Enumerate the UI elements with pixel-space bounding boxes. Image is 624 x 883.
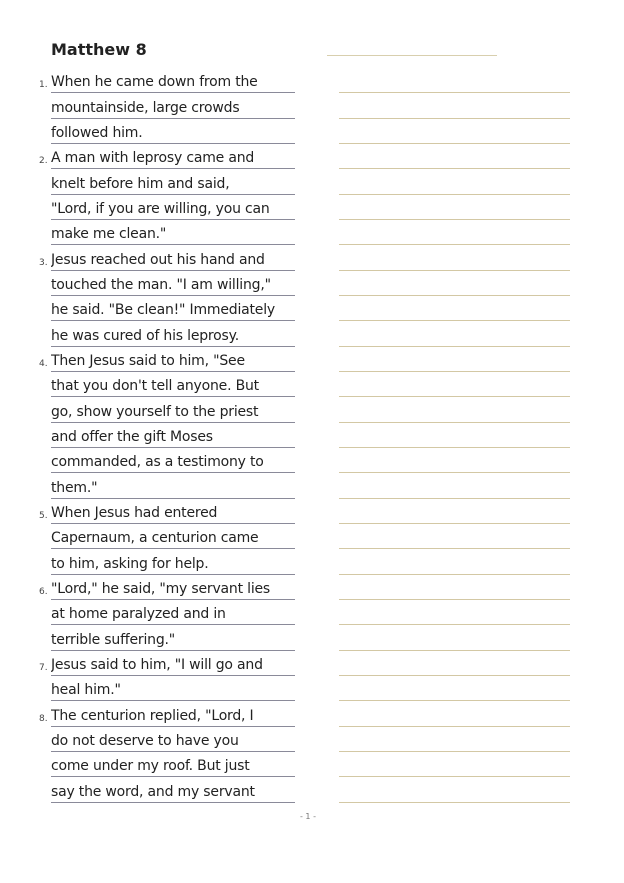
verse-line [0,625,624,650]
verse-line [0,676,624,701]
verse-text: come under my roof. But just [51,751,295,777]
verse-text: touched the man. "I am willing," [51,270,295,296]
verse-line [0,752,624,777]
verse-text: them." [51,473,295,499]
verse-line [0,347,624,372]
verse-text: When he came down from the [51,67,295,93]
verse-line [0,245,624,270]
verse-line [0,499,624,524]
verse-line [0,169,624,194]
verse-text: he was cured of his leprosy. [51,321,295,347]
verse-text: mountainside, large crowds [51,93,295,119]
verse-number: 4. [39,358,48,369]
verse-text: A man with leprosy came and [51,143,295,169]
verse-text: make me clean." [51,219,295,245]
verse-text: and offer the gift Moses [51,422,295,448]
verse-text: "Lord, if you are willing, you can [51,194,295,220]
verse-line [0,397,624,422]
verse-text: knelt before him and said, [51,169,295,195]
verse-line [0,68,624,93]
verse-line [0,651,624,676]
title-writing-line [327,55,497,56]
verse-line [0,220,624,245]
verse-line [0,727,624,752]
verse-text: Jesus reached out his hand and [51,245,295,271]
verse-line [0,524,624,549]
verse-line [0,144,624,169]
verse-line [0,321,624,346]
verse-number: 7. [39,662,48,673]
page-number: - 1 - [300,812,316,821]
verse-number: 5. [39,510,48,521]
verse-number: 1. [39,80,48,91]
verse-text: When Jesus had entered [51,498,295,524]
verse-text: that you don't tell anyone. But [51,371,295,397]
verse-line [0,473,624,498]
verse-number: 6. [39,586,48,597]
verse-line [0,119,624,144]
practice-writing-line[interactable] [339,802,570,803]
verse-number: 3. [39,257,48,268]
verse-text: do not deserve to have you [51,726,295,752]
verse-text: Jesus said to him, "I will go and [51,650,295,676]
verse-text: go, show yourself to the priest [51,397,295,423]
verse-text: Capernaum, a centurion came [51,523,295,549]
verse-text: say the word, and my servant [51,777,295,803]
verse-line [0,701,624,726]
verse-text: Then Jesus said to him, "See [51,346,295,372]
verse-line [0,423,624,448]
verse-text: commanded, as a testimony to [51,447,295,473]
verse-line [0,195,624,220]
verse-number: 8. [39,713,48,724]
verse-line [0,777,624,802]
verse-line [0,575,624,600]
verse-text: "Lord," he said, "my servant lies [51,574,295,600]
verse-number: 2. [39,156,48,167]
verse-line [0,448,624,473]
verse-text: followed him. [51,118,295,144]
verse-line [0,93,624,118]
verse-text: he said. "Be clean!" Immediately [51,295,295,321]
verse-text: to him, asking for help. [51,549,295,575]
verse-text: at home paralyzed and in [51,599,295,625]
verse-text: heal him." [51,675,295,701]
verse-line [0,600,624,625]
verse-line [0,296,624,321]
verse-text: The centurion replied, "Lord, I [51,701,295,727]
verse-line [0,549,624,574]
verse-line [0,271,624,296]
page-title: Matthew 8 [51,40,147,59]
verse-line [0,372,624,397]
verse-text: terrible suffering." [51,625,295,651]
verse-lines [0,68,624,803]
